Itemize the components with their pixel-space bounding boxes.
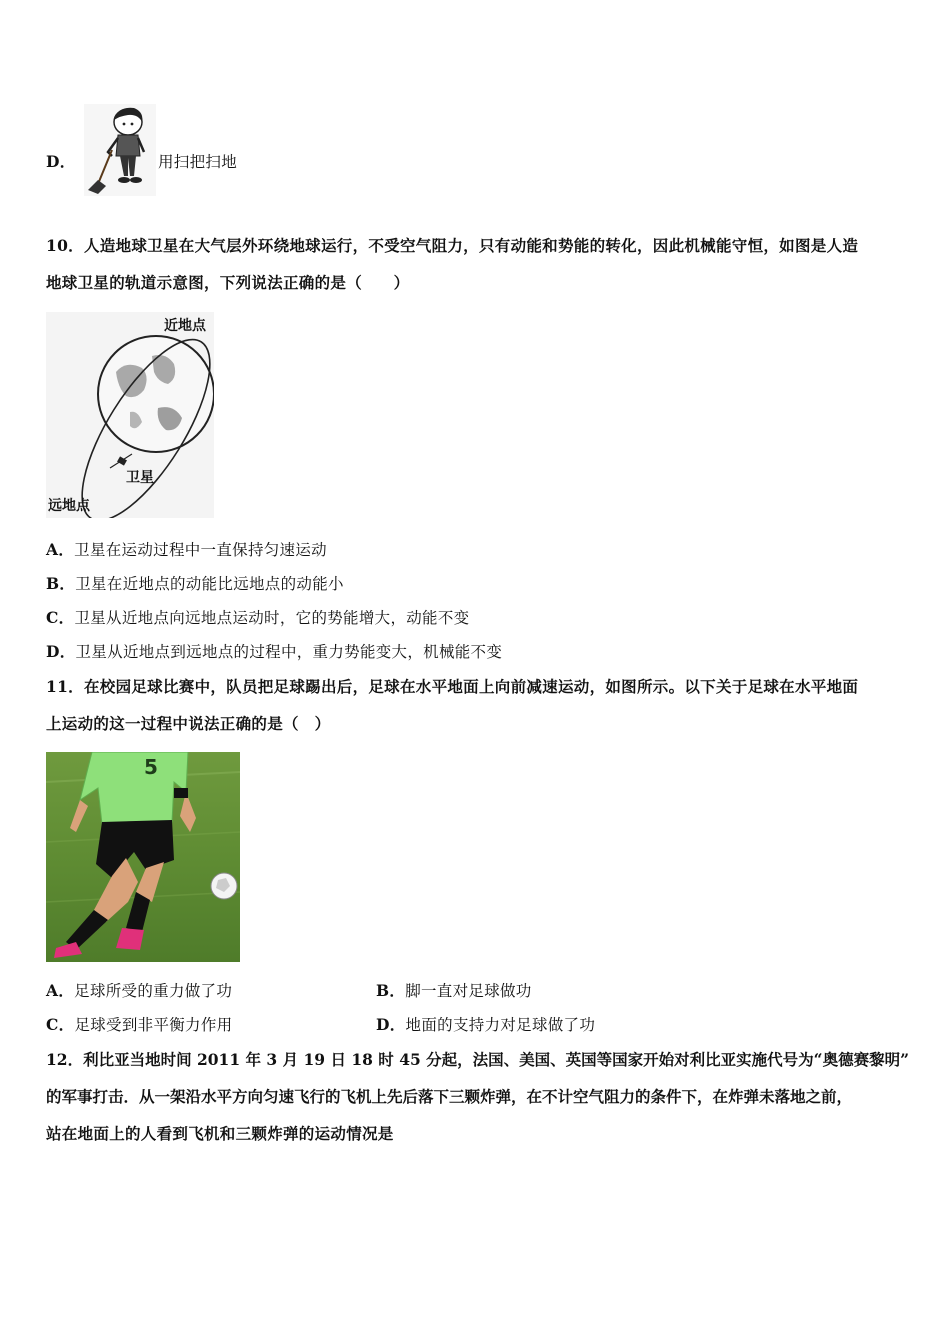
option-text: 足球所受的重力做了功	[74, 982, 233, 1000]
q11-stem-line2: 上运动的这一过程中说法正确的是（ ）	[46, 714, 331, 733]
option-letter: D．	[46, 642, 76, 661]
q11-option-c	[46, 1015, 232, 1035]
option-letter: A．	[46, 540, 75, 559]
q12-stem-line3: 站在地面上的人看到飞机和三颗炸弹的运动情况是	[46, 1124, 394, 1143]
label-satellite: 卫星	[126, 470, 154, 486]
label-apogee: 远地点	[48, 498, 90, 514]
q9-option-d-letter: D．	[46, 152, 76, 171]
q11-option-d	[376, 1015, 595, 1035]
q9-option-d-text: 用扫把扫地	[158, 153, 238, 171]
q11-option-b	[376, 981, 532, 1001]
option-text: 脚一直对足球做功	[405, 982, 532, 1000]
q10-option-d	[46, 642, 502, 662]
option-letter: C．	[46, 1015, 75, 1034]
q10-option-b	[46, 574, 344, 594]
option-text: 卫星在近地点的动能比远地点的动能小	[75, 575, 344, 593]
option-text: 卫星在运动过程中一直保持匀速运动	[74, 541, 327, 559]
svg-text:5: 5	[144, 755, 158, 779]
sweeping-boy-image	[84, 104, 156, 196]
q10-stem-line2: 地球卫星的轨道示意图，下列说法正确的是（ ）	[46, 273, 410, 292]
option-letter: A．	[46, 981, 75, 1000]
soccer-player-photo	[46, 752, 240, 962]
option-letter: B．	[46, 574, 76, 593]
option-text: 足球受到非平衡力作用	[74, 1016, 233, 1034]
option-letter: B．	[376, 981, 406, 1000]
option-text: 卫星从近地点向远地点运动时，它的势能增大，动能不变	[74, 609, 470, 627]
q10-option-c	[46, 608, 469, 628]
q11-option-a	[46, 981, 232, 1001]
q12-stem-line1: 12．利比亚当地时间 2011 年 3 月 19 日 18 时 45 分起，法国、美国、英国等国家开始对利比亚实施代号为“奥德赛黎明”	[46, 1050, 910, 1069]
option-letter: C．	[46, 608, 75, 627]
option-text: 卫星从近地点到远地点的过程中，重力势能变大，机械能不变	[75, 643, 503, 661]
label-perigee: 近地点	[164, 318, 206, 334]
q11-stem-line1: 11．在校园足球比赛中，队员把足球踢出后，足球在水平地面上向前减速运动，如图所示。以下关于足球在水平地面	[46, 677, 859, 696]
option-letter: D．	[376, 1015, 406, 1034]
q10-option-a	[46, 540, 327, 560]
option-text: 地面的支持力对足球做了功	[405, 1016, 596, 1034]
q12-stem-line2: 的军事打击．从一架沿水平方向匀速飞行的飞机上先后落下三颗炸弹，在不计空气阻力的条件下，在炸弹未落地之前，	[46, 1087, 853, 1106]
satellite-orbit-figure	[46, 312, 214, 518]
q10-stem-line1: 10．人造地球卫星在大气层外环绕地球运行，不受空气阻力，只有动能和势能的转化，因此机械能守恒，如图是人造	[46, 236, 859, 255]
